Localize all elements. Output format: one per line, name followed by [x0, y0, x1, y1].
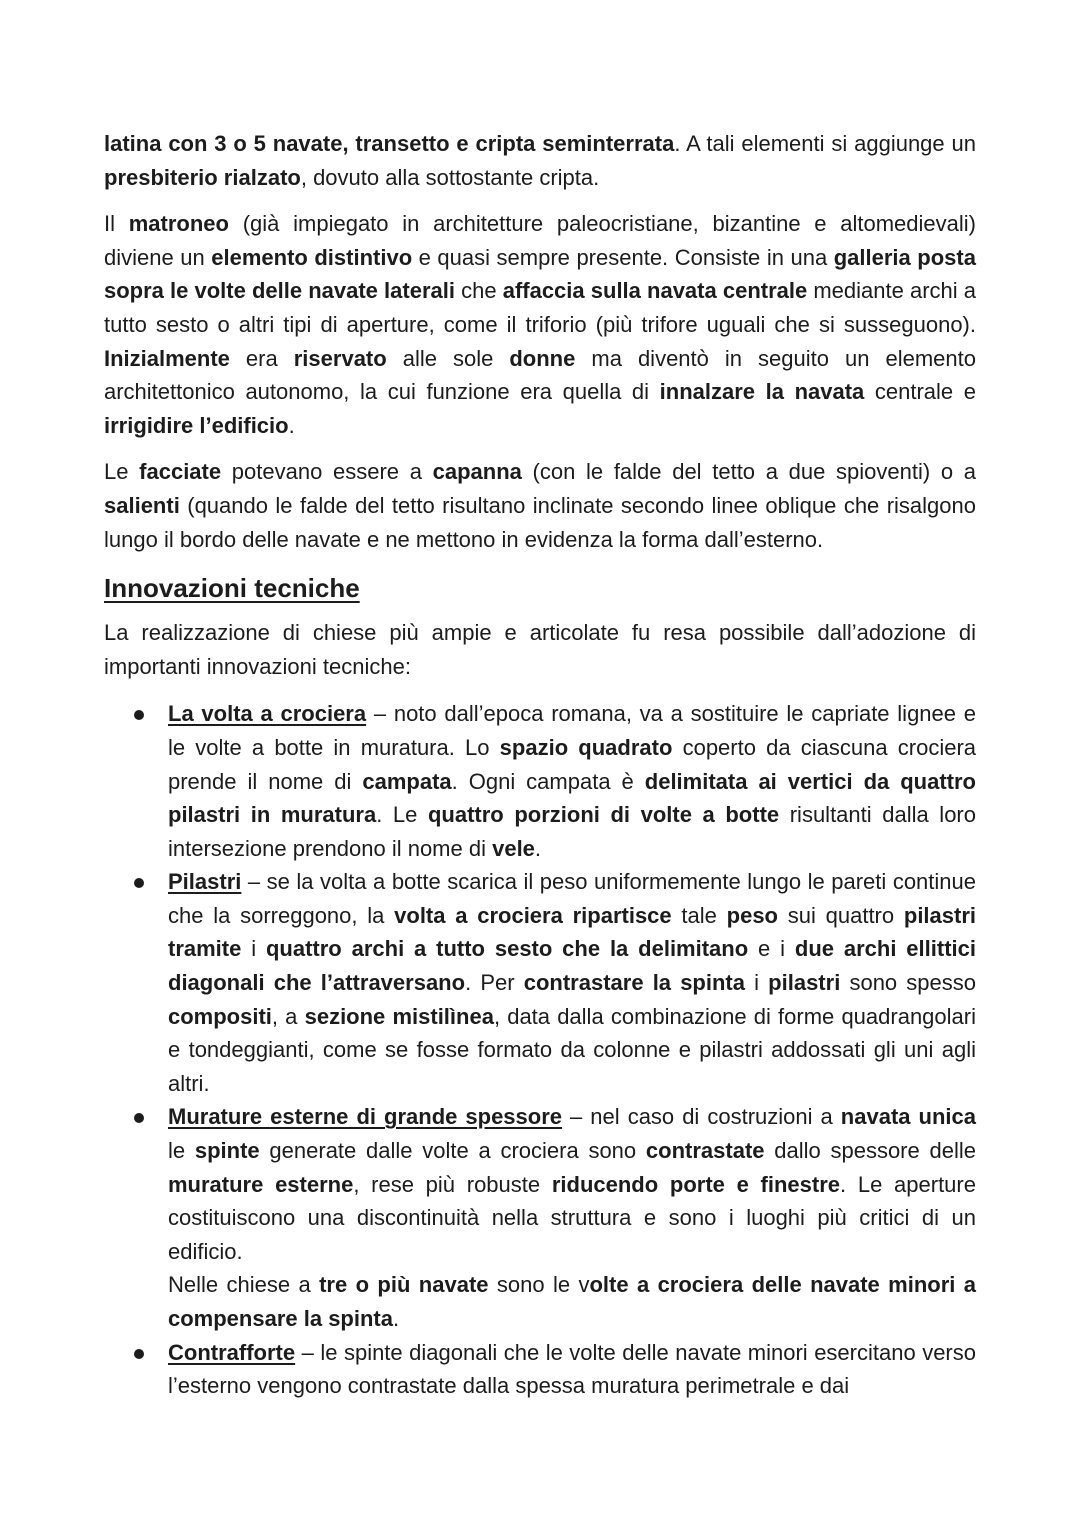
bold-text: affaccia sulla navata centrale [502, 278, 808, 304]
bold-underlined-term: Contrafforte [168, 1339, 296, 1365]
bold-text: matroneo [128, 211, 229, 237]
list-item-volta-a-crociera [104, 697, 976, 865]
bold-text: murature esterne [168, 1171, 354, 1197]
bold-text: spinte [194, 1138, 260, 1164]
paragraph-facciate [104, 455, 976, 556]
text: . [392, 1306, 400, 1331]
bold-text: spazio quadrato [499, 734, 673, 760]
bold-text: peso [726, 902, 778, 928]
text: Il [104, 211, 129, 237]
bold-text: facciate [139, 459, 222, 485]
bold-text: vele [492, 835, 535, 861]
text: risultanti dalla loro intersezione prendono il nome di [168, 802, 976, 861]
innovations-list [104, 697, 976, 1402]
bold-text: quattro porzioni di volte a botte [427, 802, 780, 828]
text: le [168, 1138, 195, 1164]
bold-text: Inizialmente [104, 345, 230, 371]
text: Le [104, 459, 140, 485]
bold-text: campata [362, 768, 452, 794]
list-item-contrafforte [104, 1336, 976, 1403]
list-item-pilastri [104, 865, 976, 1100]
paragraph-matroneo [104, 207, 976, 442]
text: Nelle chiese a [168, 1272, 320, 1298]
text: – nel caso di costruzioni a [562, 1104, 841, 1130]
bold-text: irrigidire l’edificio [104, 412, 289, 438]
bold-text: quattro archi a tutto sesto che la delimitano [265, 936, 749, 962]
bold-text: olte a crociera delle navate minori a compensare la spinta [168, 1272, 976, 1331]
bold-text: compositi [168, 1003, 272, 1029]
text: e quasi sempre presente. Consiste in una [412, 244, 834, 270]
bold-text: due archi ellittici diagonali che l’attraversano [168, 936, 976, 996]
bold-text: salienti [104, 492, 180, 518]
text: . Ogni campata è [451, 768, 645, 794]
text: i [241, 936, 266, 962]
text: sui quattro [778, 902, 904, 928]
text: . [534, 835, 542, 861]
text: centrale e [864, 379, 976, 405]
bold-text: riservato [293, 345, 387, 371]
text: i [744, 970, 769, 996]
sub-paragraph [168, 1268, 976, 1335]
section-heading: Innovazioni tecniche [104, 573, 360, 604]
text: (quando le falde del tetto risultano inclinate secondo linee oblique che risalgono lungo il bordo delle navate e ne mettono in evidenza la forma dall’esterno. [104, 492, 976, 552]
bold-text: contrastate [645, 1138, 765, 1164]
text: (già impiegato in architetture paleocristiane, bizantine e altomedievali) diviene un [104, 211, 976, 270]
bold-underlined-term: Murature esterne di grande spessore [168, 1104, 563, 1130]
text: , data dalla combinazione di forme quadrangolari e tondeggianti, come se fosse formato da colonne e pilastri addossati gli uni agli altri. [168, 1003, 976, 1096]
text: , a [271, 1003, 305, 1029]
text: era [229, 345, 294, 371]
text: , dovuto alla sottostante cripta. [300, 164, 600, 190]
text: che [454, 278, 503, 304]
text: – le spinte diagonali che le volte delle navate minori esercitano verso l’esterno vengono contrastate dalla spessa muratura perimetrale e dai [168, 1339, 976, 1399]
paragraph-plan [104, 127, 976, 194]
bold-underlined-term: La volta a crociera [168, 701, 367, 727]
text: coperto da ciascuna crociera prende il nome di [168, 734, 977, 794]
bold-text: tre o più navate [319, 1272, 489, 1298]
bold-text: donne [509, 345, 576, 371]
text: generate dalle volte a crociera sono [259, 1138, 646, 1164]
bullet-icon [134, 710, 144, 720]
bold-text: pilastri tramite [168, 902, 977, 962]
bold-text: navata unica [840, 1104, 976, 1130]
text: . Le [376, 802, 428, 828]
text: – se la volta a botte scarica il peso uniformemente lungo le pareti continue che la sorreggono, la [168, 869, 976, 928]
text: . A tali elementi si aggiunge un [674, 131, 976, 156]
bold-text: latina con 3 o 5 navate, transetto e cripta seminterrata [104, 131, 675, 156]
text: . [288, 412, 295, 438]
text: mediante archi a tutto sesto o altri tipi di aperture, come il triforio (più trifore uguali che si susseguono). [104, 278, 977, 337]
bold-text: galleria posta sopra le volte delle navate laterali [104, 244, 976, 304]
text: dallo spessore delle [764, 1138, 976, 1164]
text: – noto dall’epoca romana, va a sostituire le capriate lignee e le volte a botte in muratura. Lo [168, 701, 976, 760]
bold-text: volta a crociera ripartisce [394, 902, 672, 928]
bold-underlined-term: Pilastri [168, 869, 242, 895]
bold-text: riducendo porte e finestre [551, 1171, 841, 1197]
text: , rese più robuste [353, 1171, 552, 1197]
bold-text: capanna [432, 459, 522, 485]
bullet-icon [134, 1113, 144, 1123]
text: (con le falde del tetto a due spioventi) o a [521, 459, 976, 485]
text: tale [671, 902, 727, 928]
bold-text: presbiterio rialzato [104, 164, 301, 190]
paragraph-intro: La realizzazione di chiese più ampie e articolate fu resa possibile dall’adozione di importanti innovazioni tecniche: [104, 620, 976, 679]
bold-text: delimitata ai vertici da quattro pilastri in muratura [168, 768, 976, 828]
bullet-icon [134, 878, 144, 888]
text: sono le v [488, 1272, 590, 1298]
text: potevano essere a [221, 459, 433, 485]
bold-text: elemento distintivo [211, 244, 413, 270]
text: . Per [465, 970, 524, 996]
text: . Le aperture costituiscono una discontinuità nella struttura e sono i luoghi più critici di un edificio. [168, 1171, 976, 1264]
text: ma diventò in seguito un elemento architettonico autonomo, la cui funzione era quella di [104, 345, 976, 405]
bold-text: sezione mistilìnea [304, 1003, 494, 1029]
list-item-murature-esterne [104, 1100, 976, 1335]
bold-text: contrastare la spinta [523, 970, 745, 996]
text: e i [748, 936, 795, 962]
text: sono spesso [840, 970, 977, 996]
bullet-icon [134, 1349, 144, 1359]
bold-text: innalzare la navata [659, 379, 865, 405]
bold-text: pilastri [768, 970, 841, 996]
text: alle sole [386, 345, 510, 371]
